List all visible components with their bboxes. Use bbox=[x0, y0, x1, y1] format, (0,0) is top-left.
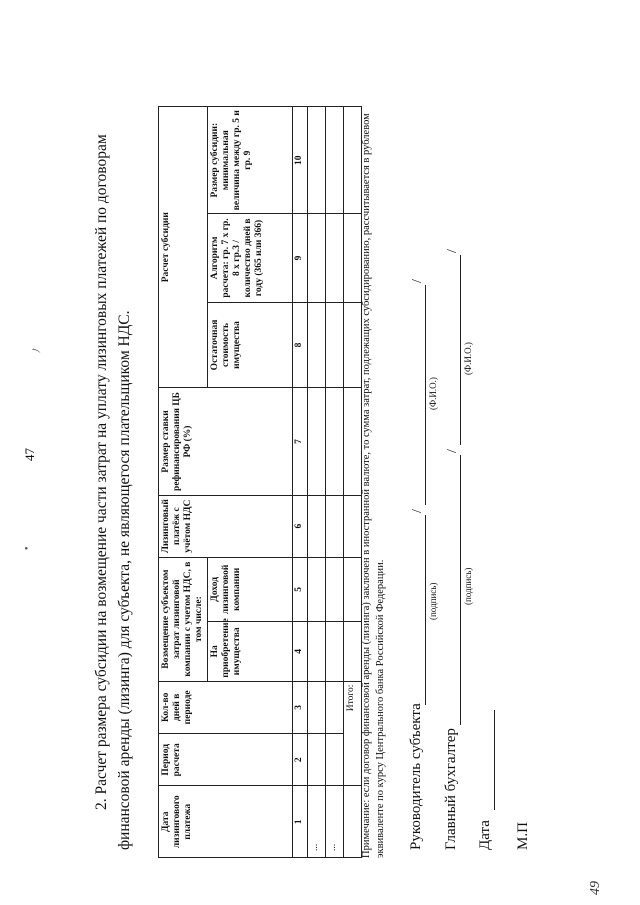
col-header-group-4-5: Возмещение субъектом затрат лизинговой компании с учетом НДС, в том числе: bbox=[159, 557, 208, 681]
note-text: Примечание: если договор финансовой аренды (лизинга) заключен в иностранной валюте, то сумма затрат, подлежащих субсидированию, рассчитывается в рублевом эквиваленте по курсу Центрального банка Российской Федерации. bbox=[361, 113, 386, 858]
column-number: 2 bbox=[293, 734, 308, 786]
slash-mark: / bbox=[445, 449, 460, 453]
section-title: 2. Расчет размера субсидии на возмещение части затрат на уплату лизинговых платежей по договорам финансовой аренды (лизинга) для субъекта, не являющегося плательщиком НДС. bbox=[93, 134, 133, 850]
head-name-caption: (Ф.И.О.) bbox=[428, 377, 438, 410]
col-header-10: Размер субсидии: минимальная величина между гр. 5 и гр. 9 bbox=[208, 107, 293, 214]
accountant-name-caption: (Ф.И.О.) bbox=[463, 342, 473, 375]
column-number: 10 bbox=[293, 107, 308, 214]
col-header-2: Период расчета bbox=[159, 734, 293, 786]
page-number: 47 bbox=[22, 448, 37, 461]
column-number: 3 bbox=[293, 681, 308, 733]
stamp-label: М.П bbox=[515, 822, 531, 850]
calculation-table bbox=[158, 106, 362, 858]
head-signature-caption: (подпись) bbox=[428, 582, 438, 620]
table-row bbox=[308, 107, 326, 858]
col-header-1: Дата лизингового платежа bbox=[159, 786, 293, 858]
col-header-7: Размер ставки рефинансирования ЦБ РФ (%) bbox=[159, 388, 293, 495]
slash-mark: / bbox=[445, 249, 460, 253]
date-label: Дата bbox=[477, 820, 493, 850]
date-line bbox=[494, 710, 495, 810]
col-header-4: На приобретение имущества bbox=[208, 622, 293, 682]
speck-mark: ﾉ bbox=[32, 348, 43, 353]
head-signature-line bbox=[425, 515, 426, 705]
column-number-row bbox=[293, 107, 308, 858]
column-number: 8 bbox=[293, 302, 308, 388]
accountant-label: Главный бухгалтер bbox=[443, 728, 459, 850]
column-number: 4 bbox=[293, 622, 308, 682]
column-number: 9 bbox=[293, 214, 308, 302]
head-label: Руководитель субъекта bbox=[408, 703, 424, 850]
ellipsis-cell: ... bbox=[308, 786, 326, 858]
column-number: 5 bbox=[293, 557, 308, 621]
total-row bbox=[344, 107, 362, 858]
total-label: Итого: bbox=[344, 681, 362, 786]
col-header-9: Алгоритм расчета: гр. 7 х гр. 8 х гр.3 / количество дней в году (365 или 366) bbox=[208, 214, 293, 302]
col-header-8: Остаточная стоимость имущества bbox=[208, 302, 293, 388]
accountant-signature-line bbox=[460, 455, 461, 725]
accountant-signature-caption: (подпись) bbox=[463, 567, 473, 605]
col-header-6: Лизинговый платёж с учётом НДС bbox=[159, 495, 293, 557]
speck-dot: • bbox=[22, 546, 33, 550]
head-name-line bbox=[425, 285, 426, 505]
ellipsis-cell: ... bbox=[326, 786, 344, 858]
slash-mark: / bbox=[410, 509, 425, 513]
col-header-5: Доход лизинговой компании bbox=[208, 557, 293, 621]
column-number: 7 bbox=[293, 388, 308, 495]
slash-mark: / bbox=[410, 279, 425, 283]
table-row bbox=[326, 107, 344, 858]
column-number: 1 bbox=[293, 786, 308, 858]
column-number: 6 bbox=[293, 495, 308, 557]
handwritten-mark: 49 bbox=[588, 881, 603, 895]
col-header-3: Кол-во дней в периоде bbox=[159, 681, 293, 733]
col-header-group-8-10: Расчет субсидии bbox=[159, 107, 208, 388]
accountant-name-line bbox=[460, 255, 461, 445]
